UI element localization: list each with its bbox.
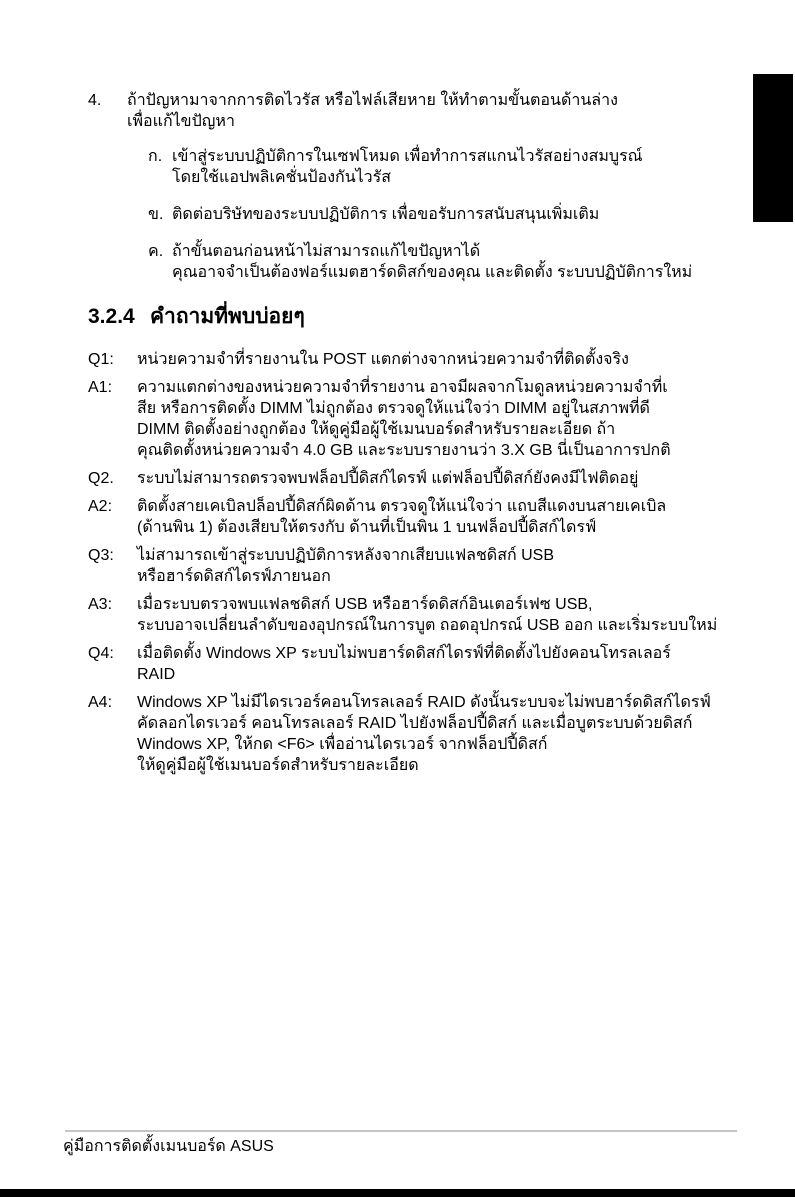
footer-divider — [65, 1130, 737, 1132]
faq-question-q4 — [0, 643, 795, 685]
faq-question-q3 — [0, 545, 795, 587]
faq-text-line: สีย หรือการติดตั้ง DIMM ไม่ถูกต้อง ตรวจดูให้แน่ใจว่า DIMM อยู่ในสภาพที่ดี — [137, 400, 650, 417]
faq-text-line: DIMM ติดตั้งอย่างถูกต้อง ให้ดูคู่มือผู้ใช้เมนบอร์ดสำหรับรายละเอียด ถ้า — [137, 421, 616, 438]
faq-text-line: ระบบอาจเปลี่ยนลำดับของอุปกรณ์ในการบูต ถอดอุปกรณ์ USB ออก และเริ่มระบบใหม่ — [137, 617, 718, 634]
section-title: คำถามที่พบบ่อยๆ — [150, 305, 305, 328]
sub-item-text-line: เข้าสู่ระบบปฏิบัติการในเซฟโหมด เพื่อทำการสแกนไวรัสอย่างสมบูรณ์ — [172, 148, 643, 165]
page-content — [0, 90, 795, 783]
faq-label: A2: — [88, 498, 113, 515]
sub-item-text-line: คุณอาจจำเป็นต้องฟอร์แมตฮาร์ดดิสก์ของคุณ และติดตั้ง ระบบปฏิบัติการใหม่ — [172, 264, 693, 281]
faq-text — [137, 692, 711, 776]
faq-text — [137, 496, 666, 538]
sub-item-text — [172, 241, 692, 283]
faq-text-line: เมื่อระบบตรวจพบแฟลชดิสก์ USB หรือฮาร์ดดิสก์อินเตอร์เฟซ USB, — [137, 596, 593, 613]
faq-question-q1 — [0, 349, 795, 370]
sub-item-text-line: โดยใช้แอปพลิเคชั่นป้องกันไวรัส — [172, 169, 392, 186]
faq-text-line: ระบบไม่สามารถตรวจพบฟล็อปปี้ดิสก์ไดรฟ์ แต่ฟล็อปปี้ดิสก์ยังคงมีไฟติดอยู่ — [137, 470, 639, 487]
faq-text — [137, 594, 717, 636]
item-text-line: เพื่อแก้ไขปัญหา — [127, 113, 235, 130]
faq-label: A3: — [88, 596, 113, 613]
faq-label: Q3: — [88, 547, 114, 564]
faq-text-line: (ด้านพิน 1) ต้องเสียบให้ตรงกับ ด้านที่เป็นพิน 1 บนฟล็อปปี้ดิสก์ไดรฟ์ — [137, 519, 597, 536]
faq-text-line: คุณติดตั้งหน่วยความจำ 4.0 GB และระบบรายงานว่า 3.X GB นี่เป็นอาการปกติ — [137, 442, 671, 459]
numbered-item-4 — [0, 90, 795, 132]
faq-text-line: Windows XP, ให้กด <F6> เพื่ออ่านไดรเวอร์ จากฟล็อปปี้ดิสก์ — [137, 736, 548, 753]
faq-answer-a2 — [0, 496, 795, 538]
sub-item-text-line: ถ้าขั้นตอนก่อนหน้าไม่สามารถแก้ไขปัญหาได้ — [172, 243, 481, 260]
faq-text-line: คัดลอกไดรเวอร์ คอนโทรลเลอร์ RAID ไปยังฟล็อปปี้ดิสก์ และเมื่อบูตระบบด้วยดิสก์ — [137, 715, 693, 732]
item-number: 4. — [88, 92, 102, 109]
faq-text — [137, 349, 629, 370]
section-heading — [0, 303, 795, 331]
faq-text-line: เมื่อติดตั้ง Windows XP ระบบไม่พบฮาร์ดดิสก์ไดรฟ์ที่ติดตั้งไปยังคอนโทรลเลอร์ — [137, 645, 671, 662]
faq-label: Q4: — [88, 645, 114, 662]
faq-text-line: RAID — [137, 666, 176, 683]
page-bottom-edge — [0, 1189, 795, 1197]
faq-label: Q2. — [88, 470, 114, 487]
item-text-line: ถ้าปัญหามาจากการติดไวรัส หรือไฟล์เสียหาย ให้ทำตามขั้นตอนด้านล่าง — [127, 92, 618, 109]
faq-text-line: ไม่สามารถเข้าสู่ระบบปฏิบัติการหลังจากเสียบแฟลชดิสก์ USB — [137, 547, 554, 564]
sub-item-c — [0, 241, 795, 283]
sub-item-text-line: ติดต่อบริษัทของระบบปฏิบัติการ เพื่อขอรับการสนับสนุนเพิ่มเติม — [172, 206, 600, 223]
sub-item-label: ข. — [148, 206, 164, 223]
faq-text-line: หน่วยความจำที่รายงานใน POST แตกต่างจากหน่วยความจำที่ติดตั้งจริง — [137, 351, 629, 368]
item-text — [127, 90, 618, 132]
sub-item-a — [0, 146, 795, 188]
faq-answer-a3 — [0, 594, 795, 636]
faq-answer-a1 — [0, 377, 795, 461]
faq-label: Q1: — [88, 351, 114, 368]
sub-item-b — [0, 204, 795, 225]
sub-item-label: ค. — [148, 243, 164, 260]
footer-title: คู่มือการติดตั้งเมนบอร์ด ASUS — [63, 1138, 274, 1155]
sub-item-text — [172, 146, 643, 188]
faq-text-line: ให้ดูคู่มือผู้ใช้เมนบอร์ดสำหรับรายละเอียด — [137, 757, 419, 774]
sub-item-text — [172, 204, 599, 225]
section-number: 3.2.4 — [88, 305, 135, 328]
faq-text-line: หรือฮาร์ดดิสก์ไดรฟ์ภายนอก — [137, 568, 331, 585]
faq-text-line: ความแตกต่างของหน่วยความจำที่รายงาน อาจมีผลจากโมดูลหน่วยความจำที่เ — [137, 379, 668, 396]
faq-text — [137, 377, 671, 461]
faq-text — [137, 545, 554, 587]
sub-item-label: ก. — [148, 148, 163, 165]
faq-question-q2 — [0, 468, 795, 489]
faq-text — [137, 643, 671, 685]
faq-label: A4: — [88, 694, 113, 711]
faq-text — [137, 468, 638, 489]
faq-label: A1: — [88, 379, 113, 396]
faq-answer-a4 — [0, 692, 795, 776]
faq-text-line: Windows XP ไม่มีไดรเวอร์คอนโทรลเลอร์ RAID ดังนั้นระบบจะไม่พบฮาร์ดดิสก์ไดรฟ์ — [137, 694, 711, 711]
faq-text-line: ติดตั้งสายเคเบิลปล็อปปี้ดิสก์ผิดด้าน ตรวจดูให้แน่ใจว่า แถบสีแดงบนสายเคเบิล — [137, 498, 667, 515]
